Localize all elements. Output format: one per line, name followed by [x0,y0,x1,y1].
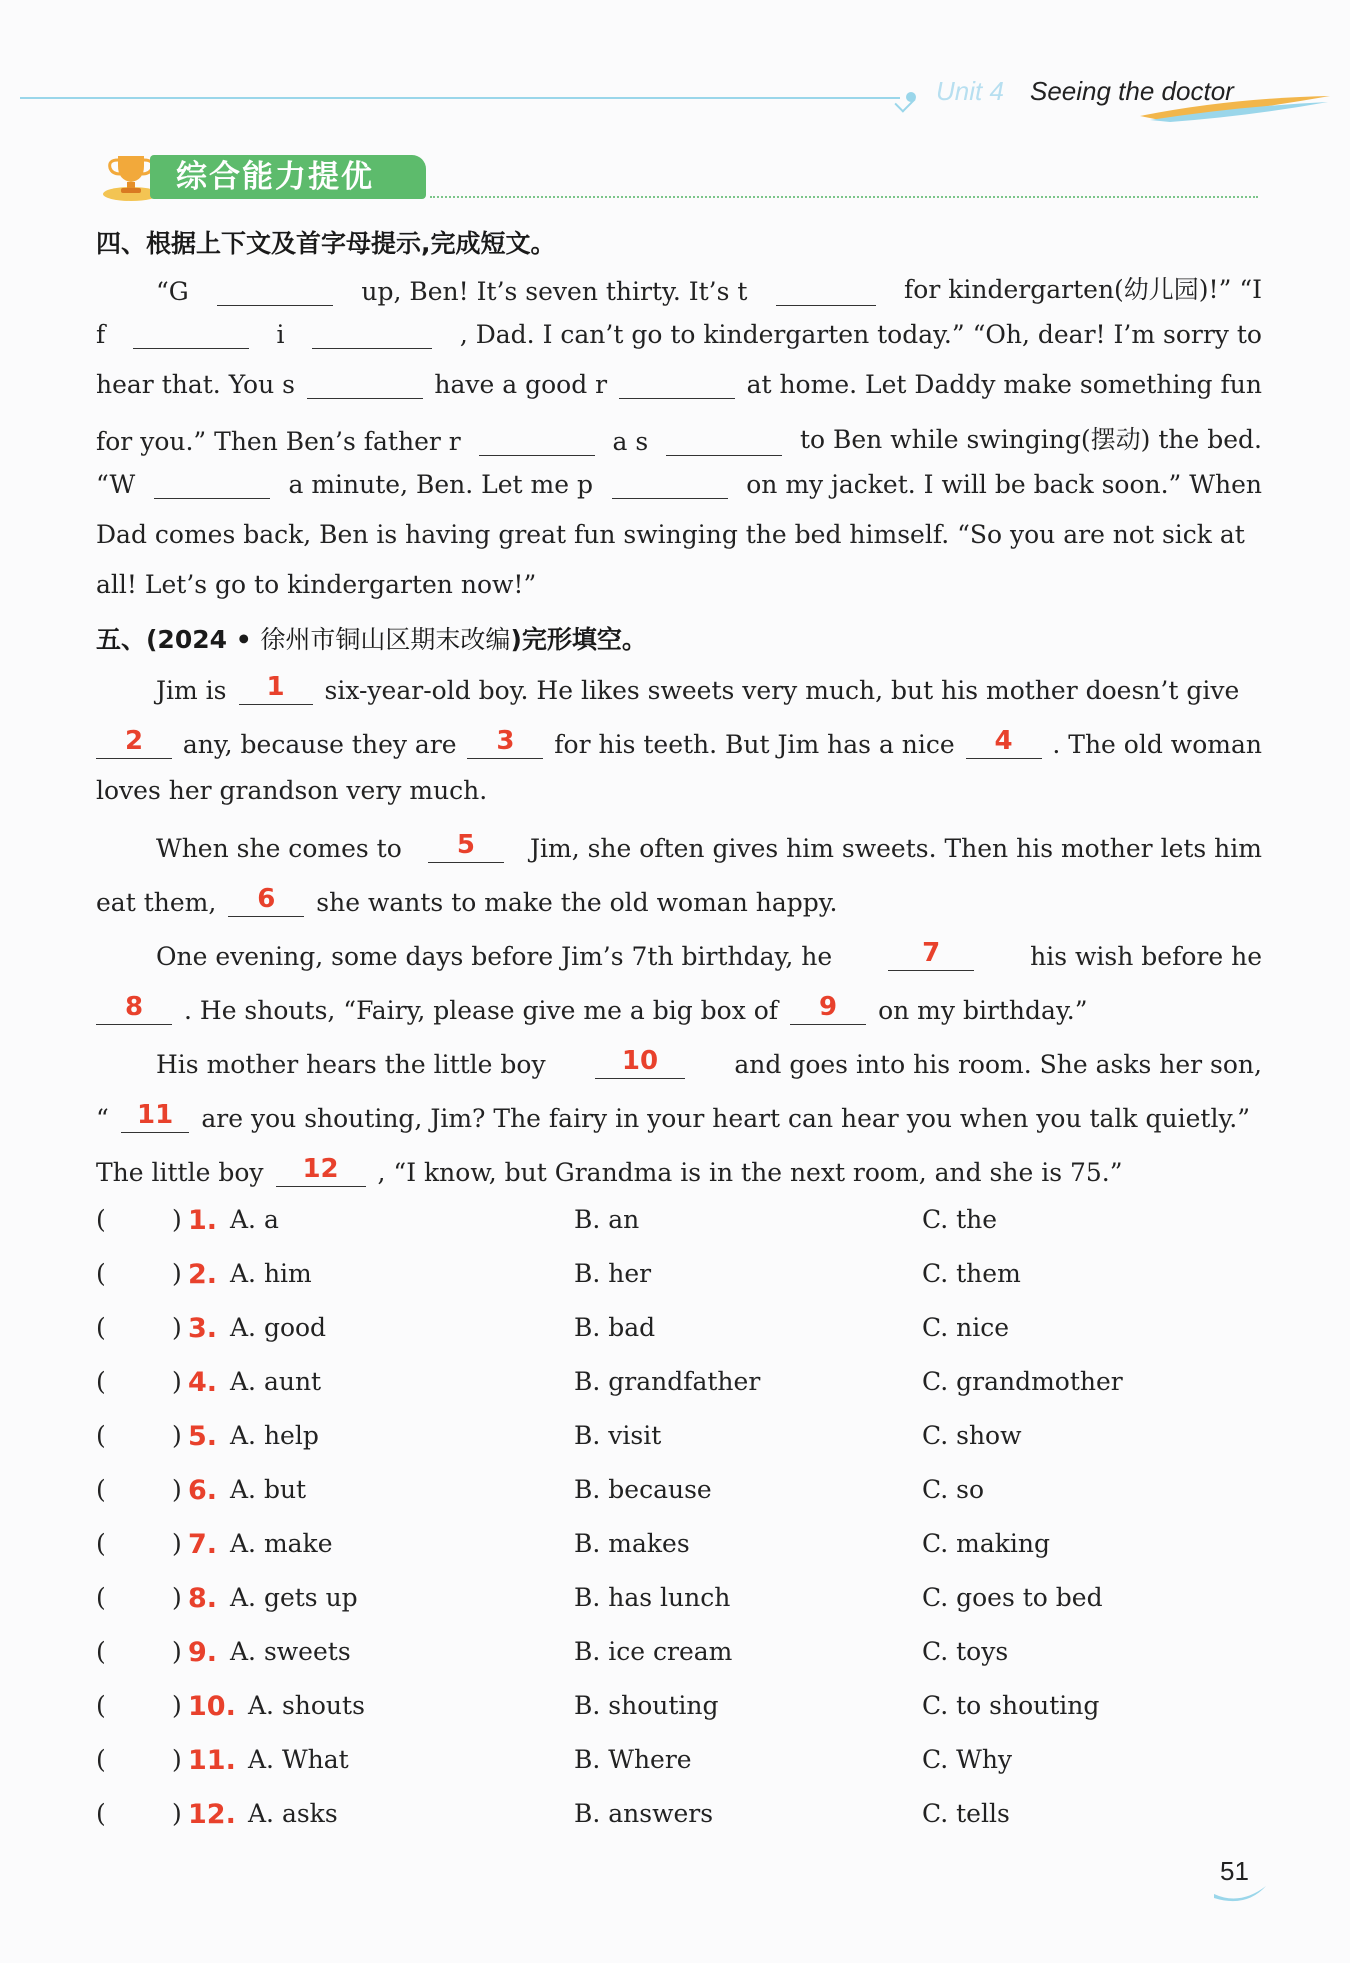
option-row [96,1637,1262,1677]
text: six-year-old boy. He likes sweets very much, but his mother doesn’t give [324,676,1240,705]
passage-line [96,882,1262,917]
option-a[interactable]: A. gets up [230,1583,358,1612]
text: eat them, [96,888,217,917]
passage-line [96,1152,1262,1187]
answer-paren[interactable]: ( [96,1367,106,1396]
option-row [96,1421,1262,1461]
answer-blank[interactable] [154,470,270,499]
answer-paren: ) [172,1475,182,1504]
answer-paren[interactable]: ( [96,1475,106,1504]
cloze-blank[interactable]: 5 [428,828,504,863]
text: i [276,320,285,349]
option-row [96,1529,1262,1569]
text: a minute, Ben. Let me p [288,470,593,499]
text: , Dad. I can’t go to kindergarten today.” “Oh, dear! I’m sorry to [459,320,1262,349]
option-a[interactable]: A. help [230,1421,319,1450]
option-a[interactable]: A. shouts [248,1691,365,1720]
text: His mother hears the little boy [156,1050,546,1079]
option-b[interactable]: B. Where [574,1745,692,1774]
option-c[interactable]: C. tells [922,1799,1010,1828]
text: up, Ben! It’s seven thirty. It’s t [361,277,748,306]
passage-line [96,724,1262,759]
banner-divider [430,196,1258,198]
bullet-icon: • [235,625,252,654]
question-number: 4. [188,1367,218,1398]
question-number: 5. [188,1421,218,1452]
option-b[interactable]: B. her [574,1259,652,1288]
answer-paren[interactable]: ( [96,1421,106,1450]
option-b[interactable]: B. because [574,1475,712,1504]
option-a[interactable]: A. make [230,1529,333,1558]
text: When she comes to [156,834,402,863]
answer-paren: ) [172,1421,182,1450]
passage-line [156,270,1262,306]
option-b[interactable]: B. bad [574,1313,656,1342]
section-5-heading [96,620,647,656]
answer-paren: ) [172,1529,182,1558]
header-rule [20,97,900,99]
cloze-blank[interactable]: 8 [96,990,172,1025]
cloze-blank[interactable]: 9 [790,990,866,1025]
answer-paren: ) [172,1745,182,1774]
option-c[interactable]: C. them [922,1259,1021,1288]
passage-line [156,1044,1262,1079]
option-c[interactable]: C. goes to bed [922,1583,1103,1612]
option-a[interactable]: A. a [230,1205,279,1234]
swoosh-icon [1212,1884,1268,1904]
question-number: 1. [188,1205,218,1236]
question-number: 10. [188,1691,236,1722]
answer-paren: ) [172,1583,182,1612]
passage-line [96,470,1262,499]
text: “ [96,1104,109,1133]
answer-paren: ) [172,1313,182,1342]
option-c[interactable]: C. nice [922,1313,1010,1342]
text: loves her grandson very much. [96,776,488,805]
heading-prefix: 五、(2024 [96,625,236,654]
section-4-heading: 四、根据上下文及首字母提示,完成短文。 [96,229,556,258]
passage-line [96,420,1262,456]
question-number: 3. [188,1313,218,1344]
answer-paren: ) [172,1205,182,1234]
option-b[interactable]: B. ice cream [574,1637,733,1666]
option-c[interactable]: C. toys [922,1637,1009,1666]
text: “W [96,470,136,499]
heading-suffix: )完形填空。 [510,625,647,654]
text: for you.” Then Ben’s father r [96,427,461,456]
text: any, because they are [182,730,457,759]
option-c[interactable]: C. the [922,1205,998,1234]
text: are you shouting, Jim? The fairy in your heart can hear you when you talk quietly.” [201,1104,1250,1133]
text: . He shouts, “Fairy, please give me a big box of [184,996,779,1025]
passage-line [96,570,1262,599]
option-row [96,1583,1262,1623]
answer-paren[interactable]: ( [96,1637,106,1666]
option-row [96,1475,1262,1515]
cloze-blank[interactable]: 3 [467,724,543,759]
answer-paren[interactable]: ( [96,1799,106,1828]
cloze-blank[interactable]: 10 [595,1044,685,1079]
text: and goes into his room. She asks her son, [734,1050,1262,1079]
unit-title: Seeing the doctor [1030,76,1234,106]
option-a[interactable]: A. good [230,1313,327,1342]
passage-line [156,936,1262,971]
text: One evening, some days before Jim’s 7th birthday, he [156,942,833,971]
answer-blank[interactable] [307,370,423,399]
answer-blank[interactable] [619,370,735,399]
cloze-blank[interactable]: 12 [276,1152,366,1187]
cloze-blank[interactable]: 2 [96,724,172,759]
question-number: 8. [188,1583,218,1614]
answer-paren[interactable]: ( [96,1745,106,1774]
option-b[interactable]: B. visit [574,1421,662,1450]
answer-blank[interactable] [312,320,432,349]
passage-line [96,776,1262,805]
option-c[interactable]: C. show [922,1421,1022,1450]
answer-paren: ) [172,1637,182,1666]
text: Jim, she often gives him sweets. Then his mother lets him [529,834,1262,863]
passage-line [96,320,1262,349]
option-c[interactable]: C. making [922,1529,1050,1558]
option-c[interactable]: C. so [922,1475,985,1504]
option-a[interactable]: A. aunt [230,1367,322,1396]
question-number: 7. [188,1529,218,1560]
option-row [96,1313,1262,1353]
option-row [96,1691,1262,1731]
option-a[interactable]: A. but [230,1475,307,1504]
passage-line [96,990,1262,1025]
question-number: 6. [188,1475,218,1506]
cloze-blank[interactable]: 1 [239,670,313,705]
answer-blank[interactable] [133,320,249,349]
answer-paren: ) [172,1691,182,1720]
text: his wish before he [1030,942,1262,971]
answer-paren[interactable]: ( [96,1529,106,1558]
answer-paren[interactable]: ( [96,1205,106,1234]
option-a[interactable]: A. What [248,1745,349,1774]
page-number: 51 [1220,1856,1249,1886]
answer-blank[interactable] [612,470,728,499]
option-row [96,1799,1262,1839]
text: hear that. You s [96,370,295,399]
option-b[interactable]: B. answers [574,1799,714,1828]
answer-blank[interactable] [217,277,333,306]
text: for his teeth. But Jim has a nice [554,730,955,759]
passage-line [96,370,1262,399]
cloze-blank[interactable]: 7 [888,936,974,971]
option-c[interactable]: C. Why [922,1745,1013,1774]
option-a[interactable]: A. sweets [230,1637,351,1666]
option-b[interactable]: B. makes [574,1529,690,1558]
question-number: 12. [188,1799,236,1830]
option-a[interactable]: A. him [230,1259,312,1288]
text: “G [156,277,189,306]
text: to Ben while swinging(摆动) the bed. [799,425,1262,454]
option-a[interactable]: A. asks [248,1799,338,1828]
option-b[interactable]: B. grandfather [574,1367,761,1396]
answer-paren[interactable]: ( [96,1583,106,1612]
text: she wants to make the old woman happy. [316,888,838,917]
question-number: 2. [188,1259,218,1290]
text: Jim is [156,676,227,705]
option-b[interactable]: B. an [574,1205,640,1234]
option-row [96,1745,1262,1785]
answer-paren[interactable]: ( [96,1691,106,1720]
text: all! Let’s go to kindergarten now!” [96,570,537,599]
text: at home. Let Daddy make something fun [746,370,1262,399]
cloze-blank[interactable]: 11 [121,1098,190,1133]
text: a s [612,427,649,456]
text: . The old woman [1052,730,1262,759]
text: for kindergarten(幼儿园)!” “I [904,275,1262,304]
passage-line [156,670,1262,705]
passage-line [156,828,1262,863]
text: , “I know, but Grandma is in the next room, and she is 75.” [377,1158,1123,1187]
question-number: 9. [188,1637,218,1668]
text: on my jacket. I will be back soon.” When [746,470,1262,499]
section-banner: 综合能力提优 [150,155,426,199]
answer-paren: ) [172,1259,182,1288]
option-c[interactable]: C. to shouting [922,1691,1100,1720]
answer-paren[interactable]: ( [96,1259,106,1288]
cloze-blank[interactable]: 4 [966,724,1042,759]
option-row [96,1367,1262,1407]
option-b[interactable]: B. has lunch [574,1583,731,1612]
answer-paren[interactable]: ( [96,1313,106,1342]
answer-blank[interactable] [666,427,782,456]
cloze-blank[interactable]: 6 [228,882,304,917]
option-row [96,1205,1262,1245]
heading-source: 徐州市铜山区期末改编 [260,625,511,654]
text: f [96,320,106,349]
passage-line [96,520,1262,549]
text: The little boy [96,1158,264,1187]
text: Dad comes back, Ben is having great fun swinging the bed himself. “So you are not sick at [96,520,1245,549]
question-number: 11. [188,1745,236,1776]
answer-blank[interactable] [479,427,595,456]
text: have a good r [434,370,608,399]
answer-blank[interactable] [776,277,876,306]
unit-label: Unit 4 [936,76,1004,106]
passage-line [96,1098,1262,1133]
text: on my birthday.” [878,996,1088,1025]
option-b[interactable]: B. shouting [574,1691,719,1720]
answer-paren: ) [172,1799,182,1828]
option-c[interactable]: C. grandmother [922,1367,1123,1396]
option-row [96,1259,1262,1299]
swoosh-icon [1140,96,1330,122]
dot-icon [906,92,916,102]
answer-paren: ) [172,1367,182,1396]
